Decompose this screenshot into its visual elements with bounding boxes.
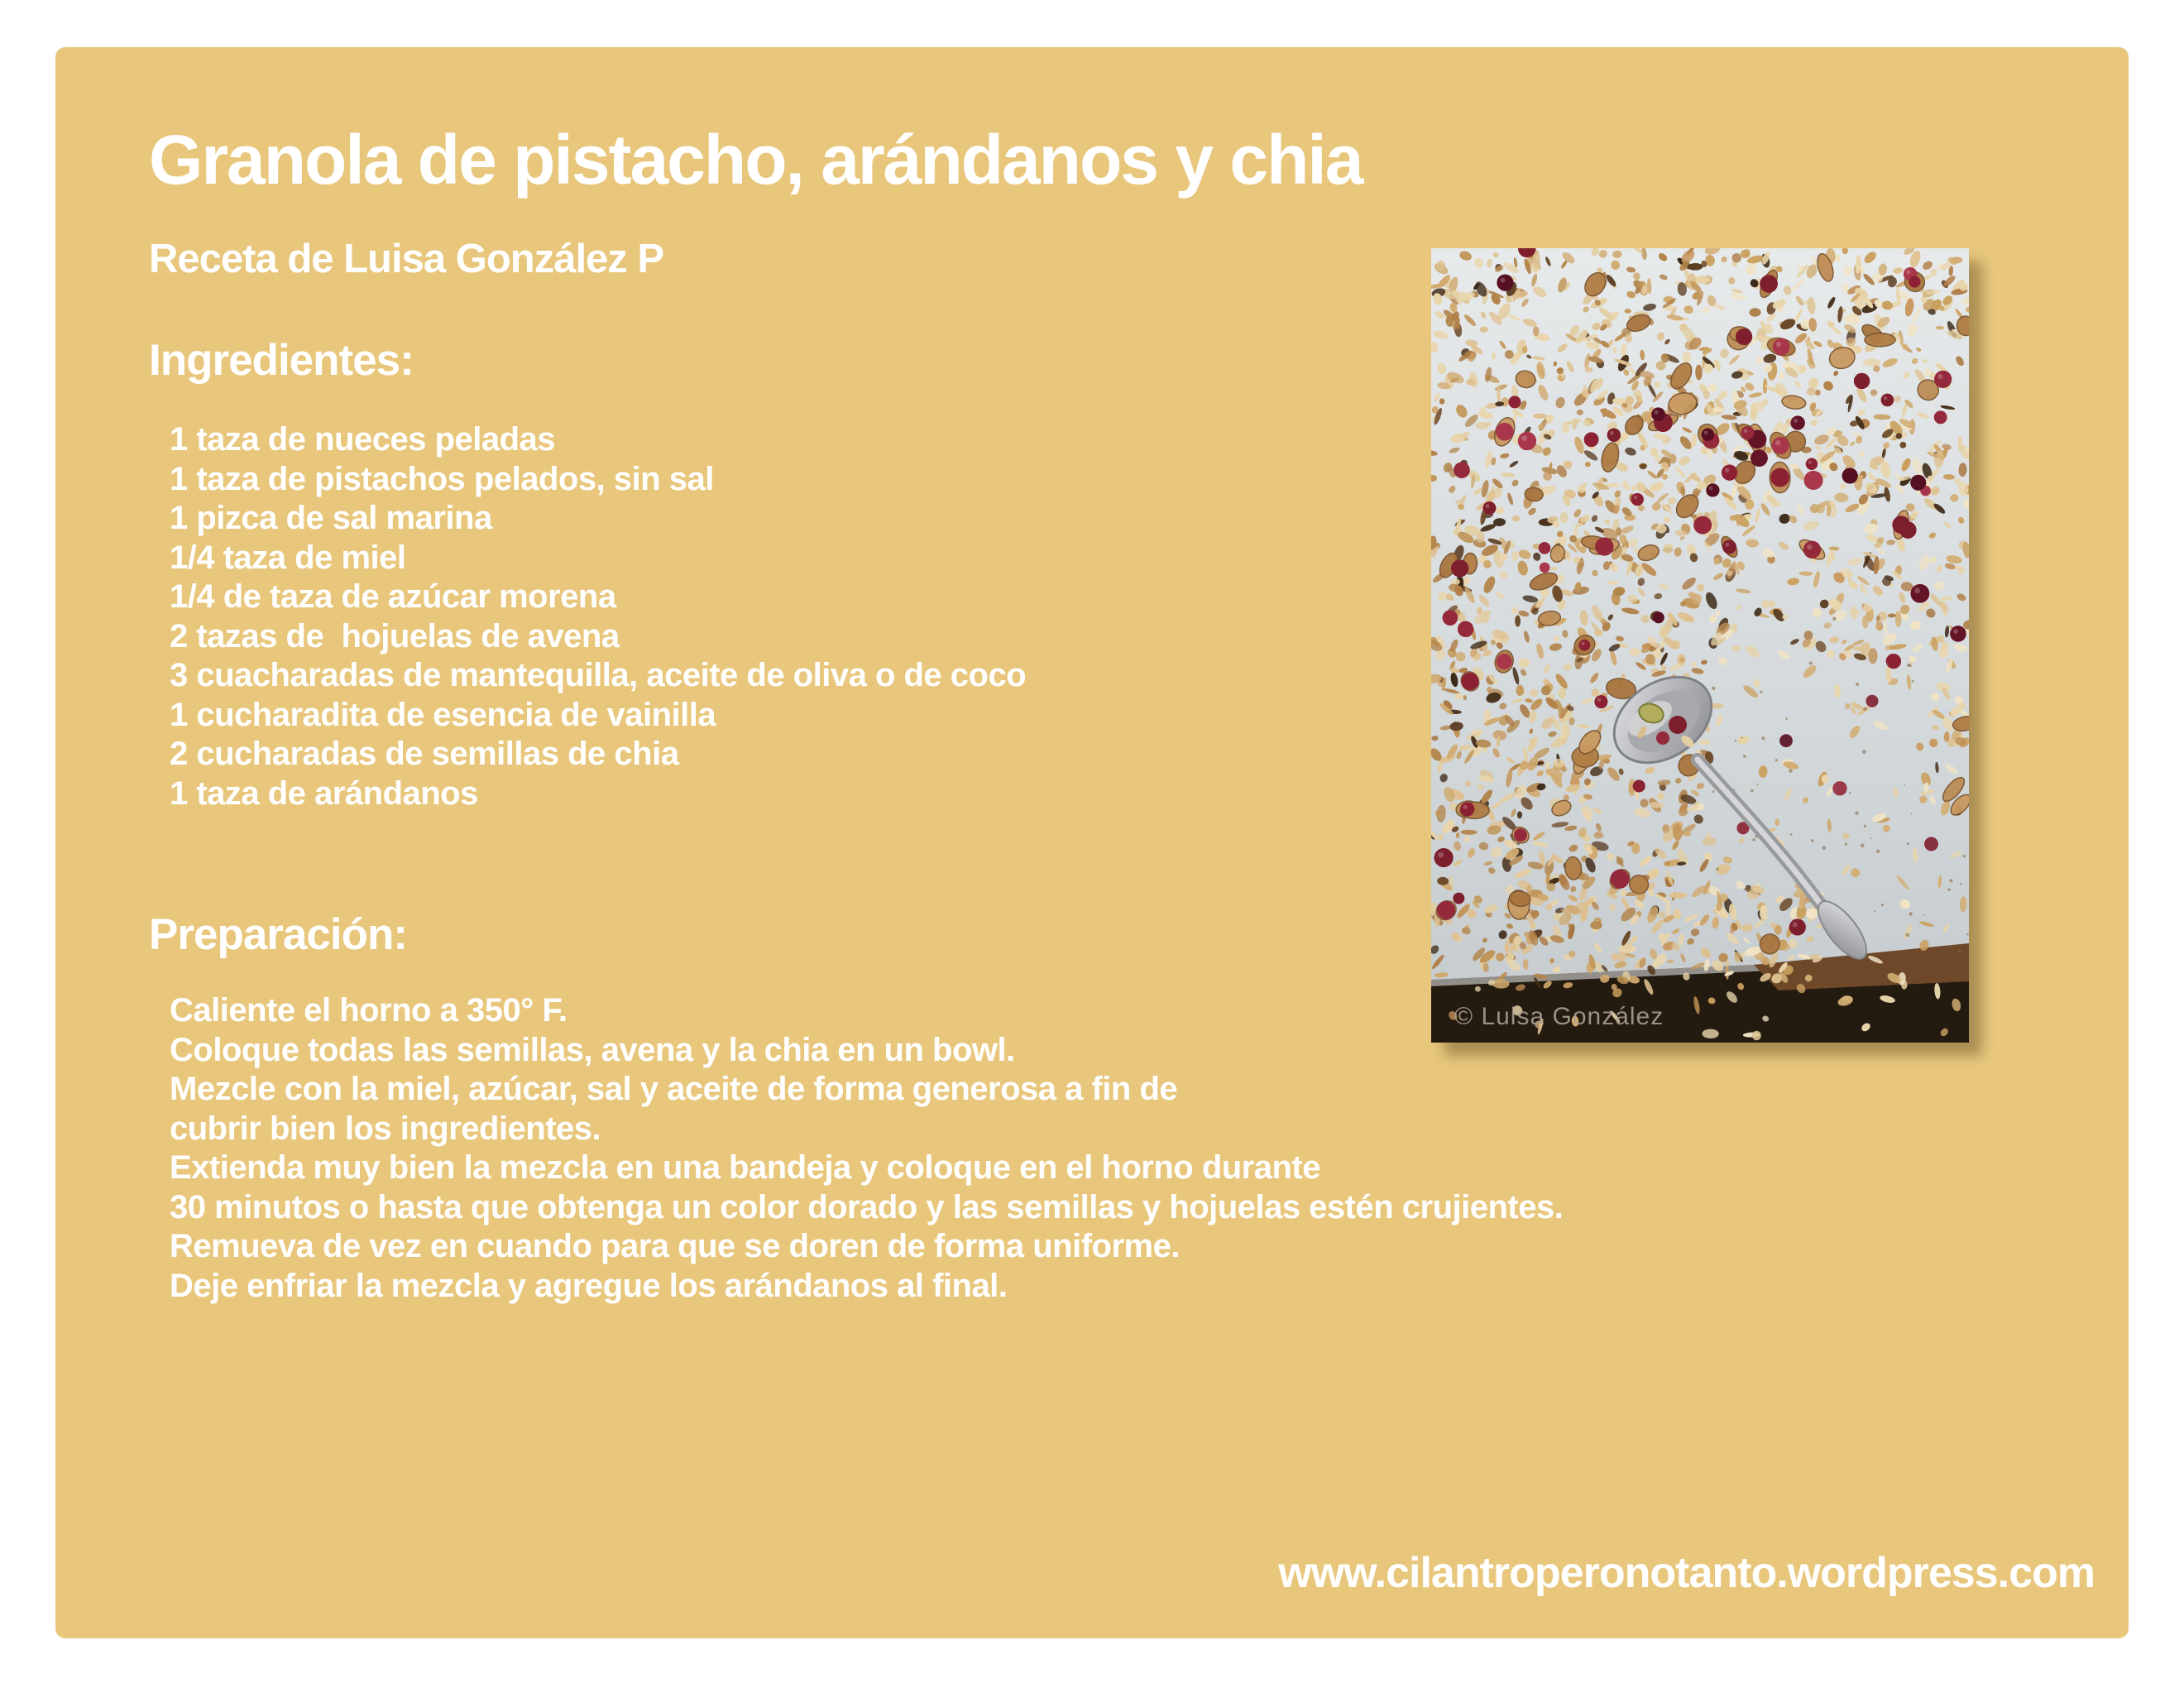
ingredient-line: 1 taza de arándanos (170, 774, 478, 812)
ingredients-heading: Ingredientes: (149, 336, 414, 385)
preparation-list (170, 991, 1563, 1306)
granola-photo (1431, 248, 1969, 1043)
ingredient-line: 2 tazas de hojuelas de avena (170, 617, 620, 655)
preparation-line: Coloque todas las semillas, avena y la chia en un bowl. (170, 1031, 1015, 1068)
preparation-line: Deje enfriar la mezcla y agregue los arándanos al final. (170, 1267, 1008, 1304)
ingredient-line: 1 taza de pistachos pelados, sin sal (170, 460, 714, 497)
preparation-line: 30 minutos o hasta que obtenga un color dorado y las semillas y hojuelas estén crujientes. (170, 1188, 1564, 1225)
recipe-author: Receta de Luisa González P (149, 237, 664, 281)
ingredient-line: 1 cucharadita de esencia de vainilla (170, 696, 716, 733)
preparation-line: Mezcle con la miel, azúcar, sal y aceite de forma generosa a fin de (170, 1071, 1178, 1107)
ingredient-line: 1/4 de taza de azúcar morena (170, 578, 616, 615)
ingredient-line: 1/4 taza de miel (170, 539, 406, 576)
preparation-heading: Preparación: (149, 910, 408, 959)
ingredient-line: 1 taza de nueces peladas (170, 421, 556, 458)
page-title: Granola de pistacho, arándanos y chia (149, 121, 1363, 199)
ingredient-line: 3 cuacharadas de mantequilla, aceite de oliva o de coco (170, 657, 1027, 693)
ingredient-line: 2 cucharadas de semillas de chia (170, 736, 679, 772)
website-url: www.cilantroperonotanto.wordpress.com (1278, 1549, 2095, 1597)
recipe-card (55, 47, 2129, 1638)
ingredient-line: 1 pizca de sal marina (170, 500, 492, 536)
preparation-line: cubrir bien los ingredientes. (170, 1110, 601, 1147)
ingredients-list (170, 420, 1026, 813)
preparation-line: Extienda muy bien la mezcla en una bandeja y coloque en el horno durante (170, 1149, 1320, 1186)
granola-photo-art (1431, 248, 1969, 1043)
photo-watermark: © Luisa González (1454, 1003, 1664, 1030)
preparation-line: Caliente el horno a 350° F. (170, 992, 568, 1029)
preparation-line: Remueva de vez en cuando para que se doren de forma uniforme. (170, 1228, 1180, 1264)
